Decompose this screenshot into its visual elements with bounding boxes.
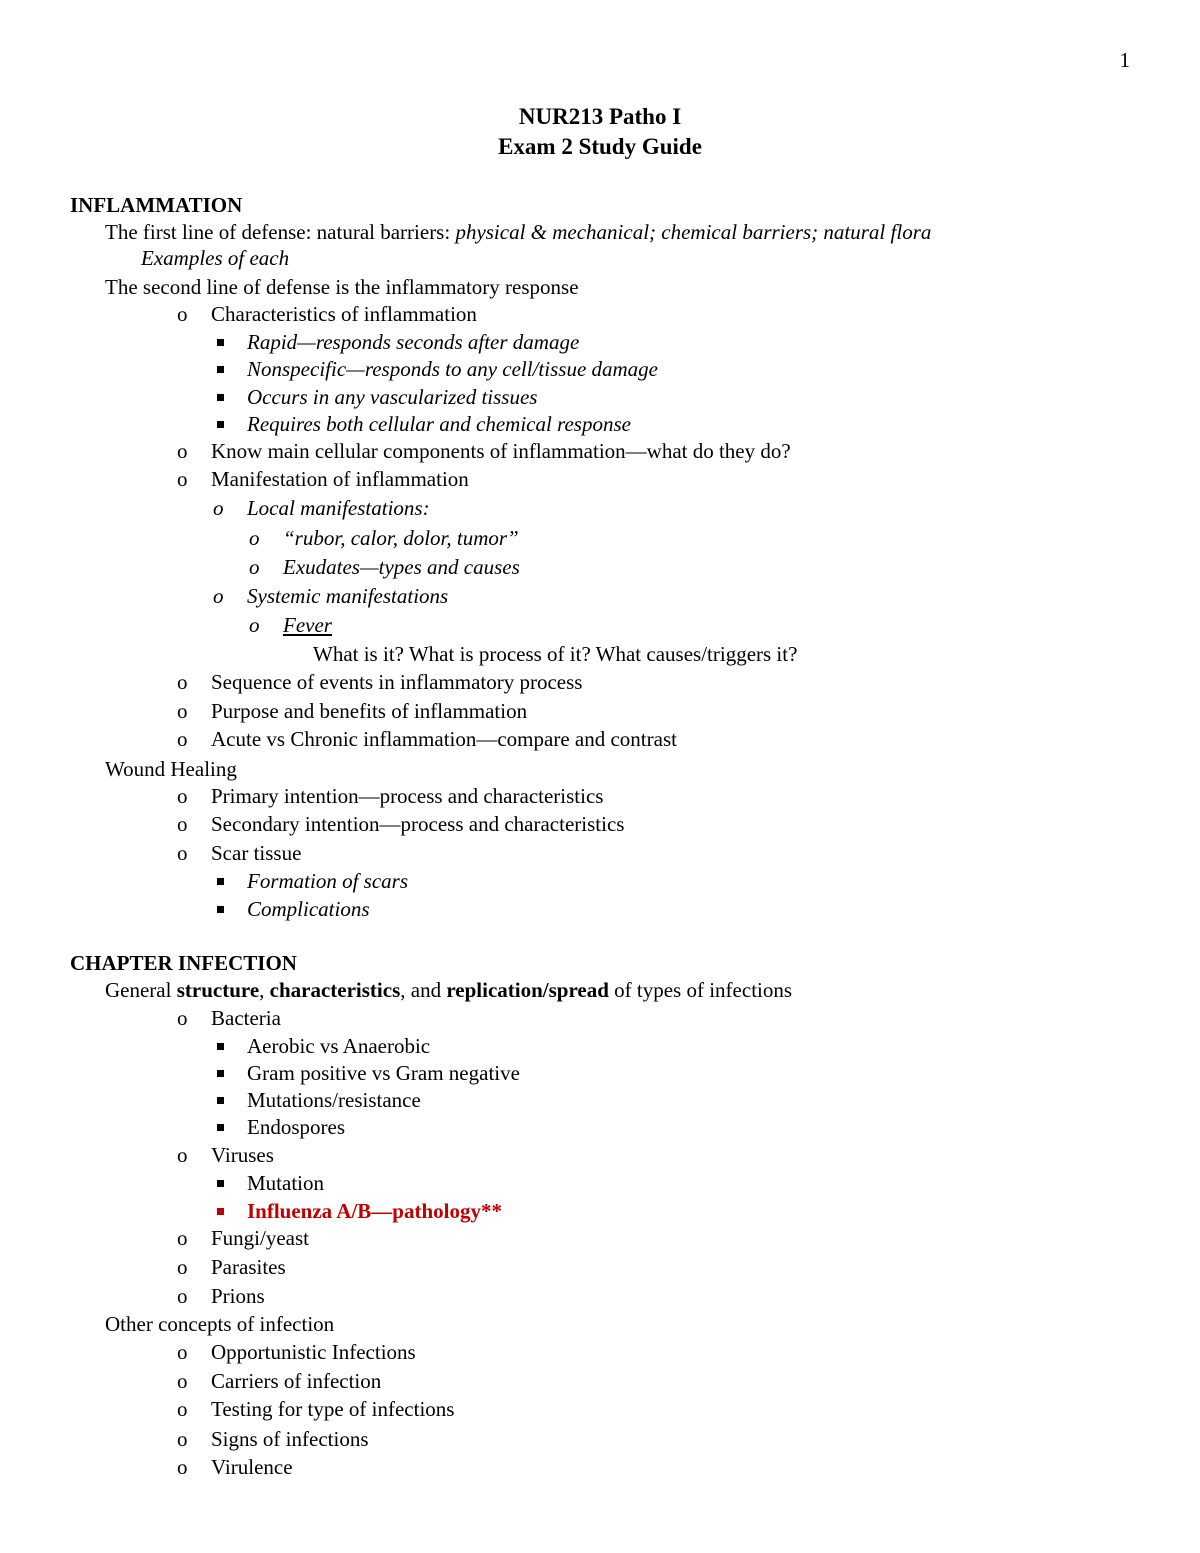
outline-item (247, 329, 579, 355)
line-text: Opportunistic Infections (211, 1340, 416, 1364)
circle-bullet-icon: o (177, 670, 188, 694)
line-text: Signs of infections (211, 1427, 369, 1451)
line-text: Viruses (211, 1143, 274, 1167)
circle-bullet-icon: o (177, 1284, 188, 1308)
document-subtitle: Exam 2 Study Guide (498, 134, 702, 159)
line-text: Wound Healing (105, 757, 237, 781)
outline-item (249, 612, 332, 638)
line-text: Primary intention—process and characteristics (211, 784, 604, 808)
outline-item (177, 698, 528, 724)
page-number: 1 (1119, 48, 1130, 72)
line-text: Aerobic vs Anaerobic (247, 1034, 431, 1058)
circle-bullet-icon: o (213, 496, 224, 520)
outline-line (105, 756, 237, 782)
outline-item (177, 1225, 309, 1251)
section-heading (70, 950, 297, 976)
line-text: Exudates—types and causes (283, 555, 520, 579)
square-bullet-icon (217, 906, 224, 913)
line-text: Other concepts of infection (105, 1312, 335, 1336)
outline-item (247, 1114, 345, 1140)
text-segment: structure (176, 978, 260, 1002)
outline-item (213, 583, 449, 609)
line-text: Carriers of infection (211, 1369, 382, 1393)
outline-line (105, 274, 579, 300)
line-text: Manifestation of inflammation (211, 467, 469, 491)
outline-item (177, 438, 791, 464)
outline-item (247, 1087, 421, 1113)
outline-item (249, 554, 520, 580)
outline-line (105, 977, 792, 1003)
line-text: Occurs in any vascularized tissues (247, 385, 538, 409)
line-text: Sequence of events in inflammatory process (211, 670, 583, 694)
circle-bullet-icon: o (177, 1427, 188, 1451)
outline-item (247, 1198, 502, 1224)
line-text: CHAPTER INFECTION (70, 951, 297, 975)
outline-item (247, 1060, 520, 1086)
line-text: INFLAMMATION (70, 193, 243, 217)
line-text: Requires both cellular and chemical response (247, 412, 631, 436)
circle-bullet-icon: o (177, 1369, 188, 1393)
text-segment: replication/spread (446, 978, 609, 1002)
outline-item (177, 1454, 293, 1480)
outline-item (247, 896, 370, 922)
outline-item (177, 1142, 274, 1168)
section-heading (70, 192, 242, 218)
line-text: Scar tissue (211, 841, 302, 865)
circle-bullet-icon: o (177, 784, 188, 808)
outline-item (177, 1426, 369, 1452)
line-text: Secondary intention—process and characteristics (211, 812, 625, 836)
outline-line (105, 219, 931, 245)
document-title: NUR213 Patho I (518, 104, 682, 129)
line-text: Nonspecific—responds to any cell/tissue damage (247, 357, 658, 381)
circle-bullet-icon: o (177, 1255, 188, 1279)
outline-item (177, 840, 302, 866)
outline-item (177, 783, 604, 809)
line-text: Purpose and benefits of inflammation (211, 699, 528, 723)
outline-item (213, 495, 430, 521)
outline-line (105, 1311, 334, 1337)
square-bullet-icon (217, 339, 224, 346)
outline-item (247, 868, 408, 894)
outline-item (177, 1254, 286, 1280)
circle-bullet-icon: o (249, 555, 260, 579)
outline-item (247, 1170, 324, 1196)
text-segment: , (259, 978, 270, 1002)
line-text: Mutations/resistance (247, 1088, 421, 1112)
circle-bullet-icon: o (177, 1397, 188, 1421)
line-text: Complications (247, 897, 370, 921)
circle-bullet-icon: o (249, 526, 260, 550)
circle-bullet-icon: o (177, 1340, 188, 1364)
square-bullet-icon (217, 1208, 224, 1215)
outline-line (141, 245, 289, 271)
outline-item (249, 525, 519, 551)
outline-item (177, 811, 625, 837)
outline-item (247, 384, 537, 410)
line-text: Virulence (211, 1455, 293, 1479)
circle-bullet-icon: o (177, 1455, 188, 1479)
square-bullet-icon (217, 1097, 224, 1104)
line-text: Examples of each (141, 246, 290, 270)
line-text: Local manifestations: (247, 496, 430, 520)
outline-item (177, 1368, 382, 1394)
text-segment: characteristics (269, 978, 401, 1002)
circle-bullet-icon: o (249, 613, 260, 637)
outline-item (247, 411, 631, 437)
circle-bullet-icon: o (213, 584, 224, 608)
outline-item (177, 466, 469, 492)
circle-bullet-icon: o (177, 812, 188, 836)
outline-item (247, 1033, 430, 1059)
outline-item (177, 301, 477, 327)
text-segment: General (105, 978, 177, 1002)
text-segment: The first line of defense: natural barriers: (105, 220, 456, 244)
circle-bullet-icon: o (177, 302, 188, 326)
line-text: Fever (283, 613, 332, 637)
square-bullet-icon (217, 394, 224, 401)
outline-item (177, 1396, 455, 1422)
line-text: Systemic manifestations (247, 584, 449, 608)
line-text: Formation of scars (247, 869, 409, 893)
circle-bullet-icon: o (177, 841, 188, 865)
line-text: Know main cellular components of inflammation—what do they do? (211, 439, 791, 463)
square-bullet-icon (217, 421, 224, 428)
line-text: Characteristics of inflammation (211, 302, 477, 326)
line-text: Parasites (211, 1255, 286, 1279)
line-text: Gram positive vs Gram negative (247, 1061, 520, 1085)
line-text: Mutation (247, 1171, 324, 1195)
line-text: Prions (211, 1284, 265, 1308)
outline-line (313, 641, 797, 667)
line-text: Bacteria (211, 1006, 281, 1030)
outline-item (247, 356, 658, 382)
line-text: Fungi/yeast (211, 1226, 309, 1250)
circle-bullet-icon: o (177, 467, 188, 491)
outline-item (177, 669, 583, 695)
circle-bullet-icon: o (177, 1226, 188, 1250)
outline-item (177, 1005, 281, 1031)
line-text: Influenza A/B—pathology** (247, 1199, 502, 1223)
line-text: Endospores (247, 1115, 345, 1139)
square-bullet-icon (217, 878, 224, 885)
outline-item (177, 1283, 265, 1309)
circle-bullet-icon: o (177, 439, 188, 463)
outline-item (177, 1339, 416, 1365)
circle-bullet-icon: o (177, 1143, 188, 1167)
text-segment: physical & mechanical; chemical barriers; natural flora (455, 220, 932, 244)
line-text: The second line of defense is the inflammatory response (105, 275, 579, 299)
outline-item (177, 726, 677, 752)
square-bullet-icon (217, 1043, 224, 1050)
line-text: What is it? What is process of it? What causes/triggers it? (313, 642, 798, 666)
circle-bullet-icon: o (177, 699, 188, 723)
circle-bullet-icon: o (177, 727, 188, 751)
line-text: “rubor, calor, dolor, tumor” (283, 526, 519, 550)
circle-bullet-icon: o (177, 1006, 188, 1030)
square-bullet-icon (217, 1124, 224, 1131)
line-text: Rapid—responds seconds after damage (247, 330, 580, 354)
text-segment: of types of infections (608, 978, 793, 1002)
line-text: Acute vs Chronic inflammation—compare and contrast (211, 727, 677, 751)
square-bullet-icon (217, 366, 224, 373)
line-text: Testing for type of infections (211, 1397, 455, 1421)
square-bullet-icon (217, 1070, 224, 1077)
square-bullet-icon (217, 1180, 224, 1187)
text-segment: , and (400, 978, 447, 1002)
